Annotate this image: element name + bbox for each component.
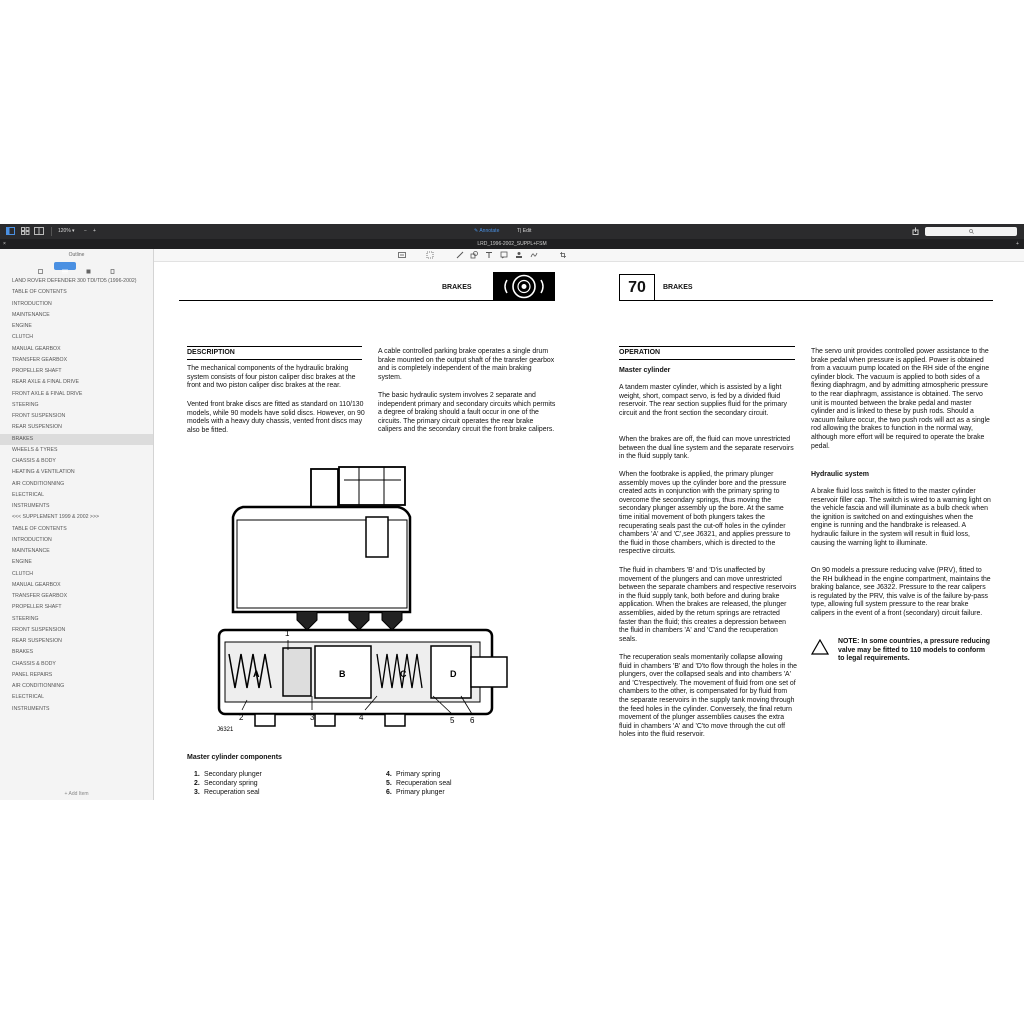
text-select-icon[interactable] <box>398 251 406 259</box>
callout-number: 5 <box>450 716 455 725</box>
share-icon[interactable] <box>912 227 919 236</box>
chamber-label: C <box>400 669 407 679</box>
callout-number: 6 <box>470 716 475 725</box>
sidebar-title: Outline <box>68 252 85 258</box>
section-number: 70 <box>619 274 655 301</box>
components-list-left <box>194 771 262 797</box>
annotation-toolbar <box>154 249 1024 262</box>
hydraulic-paragraph: A brake fluid loss switch is fitted to the master cylinder reservoir filler cap. The switch is wired to a warning light on the vehicle fascia and will illuminate as a bulb check when the ignition is switched on and extinguishes when the engine is running and the handbrake is released. A hydraulic failure in the system will result in fluid loss, causing the warning light to illuminate. <box>811 488 991 547</box>
tab-title[interactable]: LRD_1996-2002_SUPPL+FSM <box>477 241 547 247</box>
outline-item[interactable]: ENGINE <box>12 559 32 566</box>
operation-paragraph: When the footbrake is applied, the primary plunger assembly moves up the cylinder bore and the pressure created acts in conjunction with the primary spring to overcome the secondary springs, thus moving the secondary plunger assembly up the bore. At the same time initial movement of both plungers takes the recuperating seals past the cut-off holes in the cylinder chambers 'A' and 'C',see J6321, and applies pressure to the fluid in those chambers, which is directed to the respective circuits. <box>619 471 791 556</box>
sidebar-view-switcher <box>30 262 124 270</box>
list-item: 4. Primary spring <box>386 771 441 778</box>
pdf-viewer-window <box>0 224 1024 800</box>
callout-number: 1 <box>285 629 290 638</box>
outline-item[interactable]: PROPELLER SHAFT <box>12 368 62 374</box>
note-icon[interactable] <box>500 251 508 259</box>
operation-paragraph: A tandem master cylinder, which is assisted by a light weight, short, compact servo, is fed by a divided fluid reservoir. The rear section supplies fluid for the primary circuit and the front section the secondary circuit. <box>619 384 787 417</box>
master-cylinder-figure <box>209 462 529 732</box>
outline-item[interactable]: REAR SUSPENSION <box>12 424 62 431</box>
outline-item[interactable]: INTRODUCTION <box>12 536 52 543</box>
outline-item[interactable]: PANEL REPAIRS <box>12 671 53 678</box>
outline-item[interactable]: <<< SUPPLEMENT 1999 & 2002 >>> <box>12 514 99 521</box>
figure-reference: J6321 <box>217 727 234 732</box>
outline-item[interactable]: TRANSFER GEARBOX <box>12 356 68 363</box>
description-heading: DESCRIPTION <box>187 349 235 356</box>
outline-item[interactable]: HEATING & VENTILATION <box>12 469 75 476</box>
chamber-label: B <box>339 669 346 679</box>
outline-item[interactable]: WHEELS & TYRES <box>12 446 58 453</box>
crop-icon[interactable] <box>559 251 567 259</box>
outline-item[interactable]: CLUTCH <box>12 570 34 577</box>
thumbnail-view-icon[interactable] <box>21 227 30 236</box>
rect-select-icon[interactable] <box>426 251 434 259</box>
zoom-out-button[interactable]: − <box>84 228 87 234</box>
outline-item[interactable]: FRONT SUSPENSION <box>12 413 66 419</box>
chevron-down-icon[interactable]: ▾ <box>72 228 75 234</box>
search-input[interactable] <box>925 227 1017 236</box>
components-list-right <box>386 771 452 797</box>
new-tab-icon[interactable]: + <box>1016 241 1019 247</box>
hydraulic-system-heading: Hydraulic system <box>811 471 869 478</box>
outline-item[interactable]: REAR SUSPENSION <box>12 638 62 644</box>
app-toolbar <box>0 224 1024 239</box>
outline-item[interactable]: ELECTRICAL <box>12 491 44 498</box>
operation-paragraph: The fluid in chambers 'B' and 'D'is unaffected by movement of the plungers and can move unrestricted between the separate chambers and respective reservoirs in the fluid supply tank, both before and during brake application. When the brakes are released, the plunger assemblies, aided by the return springs are retracted faster than the fluid; this creates a depression between the fluid in chambers 'A' and 'C'and the recuperation seals. <box>619 567 797 643</box>
outline-item[interactable]: MANUAL GEARBOX <box>12 345 61 352</box>
description-paragraph: Vented front brake discs are fitted as standard on 110/130 models, while 90 models have solid discs. However, on 90 models with a heavy duty chassis, vented front discs may also be fitted. <box>187 401 365 434</box>
master-cylinder-heading: Master cylinder <box>619 367 671 374</box>
operation-heading: OPERATION <box>619 349 661 356</box>
outline-item[interactable]: STEERING <box>12 401 39 408</box>
callout-number: 2 <box>239 713 244 722</box>
pencil-icon[interactable] <box>456 251 464 259</box>
page-thumbnails-tab[interactable] <box>30 262 52 270</box>
outline-item[interactable]: BRAKES <box>12 649 34 656</box>
annotations-tab[interactable] <box>102 262 124 270</box>
hydraulic-paragraph: The basic hydraulic system involves 2 separate and independent primary and secondary circuits which permits a degree of braking should a fault occur in one of the circuits. The primary circuit operates the rear brake calipers and the secondary circuit the front brake calipers. <box>378 392 556 434</box>
outline-item[interactable]: AIR CONDITIONNING <box>12 683 65 689</box>
pencil-icon: ✎ <box>474 228 479 234</box>
warning-triangle-icon <box>811 639 829 655</box>
list-item: 1. Secondary plunger <box>194 771 262 778</box>
plus-icon: + <box>64 791 68 797</box>
callout-number: 3 <box>310 713 315 722</box>
outline-item[interactable]: MAINTENANCE <box>12 311 50 318</box>
list-item: 3. Recuperation seal <box>194 788 260 796</box>
tab-bar <box>0 239 1024 249</box>
operation-paragraph: When the brakes are off, the fluid can move unrestricted between the dual line system and the separate reservoirs in the fluid supply tank. <box>619 436 794 461</box>
chamber-label: D <box>450 669 457 679</box>
parking-brake-paragraph: A cable controlled parking brake operates a single drum brake mounted on the output shaft of the transfer gearbox and is completely independent of the main braking system. <box>378 348 555 381</box>
text-icon: T| <box>517 228 522 234</box>
document-spread <box>154 262 1024 800</box>
outline-item[interactable]: FRONT SUSPENSION <box>12 626 66 633</box>
zoom-level[interactable]: 120% <box>58 228 71 234</box>
outline-item[interactable]: ELECTRICAL <box>12 694 44 701</box>
hydraulic-paragraph: On 90 models a pressure reducing valve (PRV), fitted to the RH bulkhead in the engine compartment, maintains the braking balance, see J6322. Pressure to the rear calipers is regulated by the PRV, this valve is of the failure by-pass type, allowing full system pressure to the rear brake calipers in the event of a front (secondary) circuit failure. <box>811 567 991 617</box>
outline-item[interactable]: REAR AXLE & FINAL DRIVE <box>12 379 79 386</box>
outline-item[interactable]: PROPELLER SHAFT <box>12 604 62 611</box>
right-page-header: BRAKES <box>663 284 693 291</box>
outline-item[interactable]: CHASSIS & BODY <box>12 458 56 464</box>
operation-paragraph: The recuperation seals momentarily collapse allowing fluid in chambers 'B' and 'D'to flow through the holes in the plungers, over the collapsed seals and into chambers 'A' and 'C'respectively. The movement of fluid from one set of chambers to the other, is compensated for by fluid from the separate reservoirs in the supply tank moving through the feed holes in the cylinder. Conversely, the final return movement of the plunger assemblies causes the extra fluid in chambers 'A' and 'C'to move through the cut off holes into the fluid reservoir. <box>619 654 798 739</box>
annotate-button[interactable]: ✎ Annotate <box>474 228 500 234</box>
outline-tab[interactable] <box>54 262 76 270</box>
list-item: 2. Secondary spring <box>194 779 258 787</box>
outline-item[interactable]: AIR CONDITIONNING <box>12 480 65 487</box>
zoom-in-button[interactable]: + <box>93 228 96 234</box>
outline-item-selected[interactable]: BRAKES <box>0 434 153 445</box>
left-page-header: BRAKES <box>442 284 472 291</box>
stamp-icon[interactable] <box>515 251 523 259</box>
signature-icon[interactable] <box>530 251 538 259</box>
outline-item[interactable]: CHASSIS & BODY <box>12 660 56 667</box>
outline-item[interactable]: LAND ROVER DEFENDER 300 TDI/TD5 (1996-2002) <box>12 278 137 284</box>
list-item: 6. Primary plunger <box>386 788 445 796</box>
outline-item[interactable]: MAINTENANCE <box>12 548 50 554</box>
outline-item[interactable]: TABLE OF CONTENTS <box>12 525 67 532</box>
outline-item[interactable]: INSTRUMENTS <box>12 705 50 712</box>
edit-button[interactable]: T| Edit <box>517 228 532 234</box>
callout-number: 4 <box>359 713 364 722</box>
outline-item[interactable]: MANUAL GEARBOX <box>12 581 61 588</box>
shape-icon[interactable] <box>470 251 478 259</box>
close-tab-icon[interactable]: × <box>3 241 6 247</box>
outline-item[interactable]: STEERING <box>12 615 39 622</box>
search-icon <box>969 229 974 234</box>
description-paragraph: The mechanical components of the hydraulic braking system consists of four piston caliper disc brakes at the front and two piston caliper disc brakes at the rear. <box>187 365 356 390</box>
add-item-button[interactable]: + Add Item <box>64 791 89 797</box>
text-box-icon[interactable] <box>485 251 493 259</box>
outline-item[interactable]: INTRODUCTION <box>12 300 52 307</box>
outline-item[interactable]: FRONT AXLE & FINAL DRIVE <box>12 390 83 397</box>
list-item: 5. Recuperation seal <box>386 779 452 787</box>
outline-item[interactable]: TRANSFER GEARBOX <box>12 593 68 599</box>
outline-list <box>0 276 153 715</box>
outline-item[interactable]: TABLE OF CONTENTS <box>12 289 67 296</box>
servo-paragraph: The servo unit provides controlled power assistance to the brake pedal when pressure is applied. Power is obtained from a vacuum pump located on the RH side of the engine cylinder block. The vacuum is applied to both sides of a flexing diaphragm, and by admitting atmospheric pressure to the rear diaphragm, assistance is obtained. The servo unit is mounted between the brake pedal and master cylinder and is linked to these by push rods. Should a vacuum failure occur, the two push rods will act as a single rod allowing the brakes to function in the normal way, although more effort will be required to operate the brake pedal. <box>811 348 990 450</box>
brake-disc-icon <box>493 272 555 301</box>
bookmarks-tab[interactable] <box>78 262 100 270</box>
chamber-label: A <box>253 669 260 679</box>
figure-caption: Master cylinder components <box>187 754 282 761</box>
page-layout-icon[interactable] <box>34 227 44 236</box>
note-text: NOTE: In some countries, a pressure reducing valve may be fitted to 110 models to conform to legal requirements. <box>838 638 991 663</box>
sidebar-toggle-icon[interactable] <box>6 227 15 236</box>
outline-item[interactable]: ENGINE <box>12 323 32 329</box>
outline-item[interactable]: CLUTCH <box>12 334 34 341</box>
outline-sidebar <box>0 249 154 800</box>
outline-item[interactable]: INSTRUMENTS <box>12 503 50 509</box>
